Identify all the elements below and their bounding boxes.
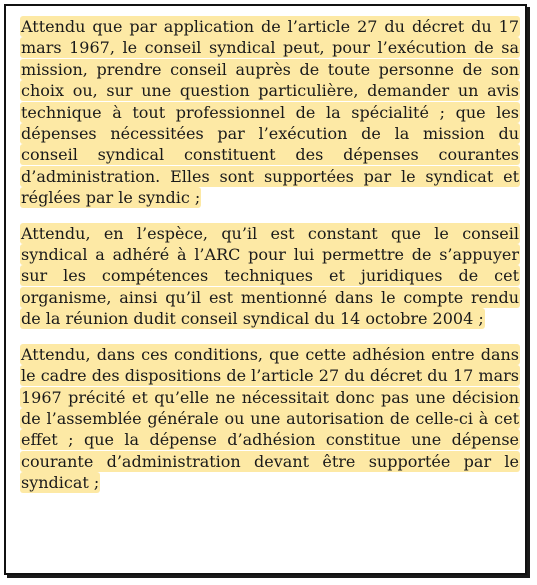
paragraph-2 xyxy=(20,223,520,330)
paragraph-3 xyxy=(20,344,520,494)
highlighted-text: Attendu, dans ces conditions, que cette adhésion entre dans le cadre des dispositions de l’article 27 du décret du 17 mars 1967 précité et qu’elle ne nécessitait donc pas une décision de l’assemblée générale ou une autorisation de celle-ci à cet effet ; que la dépense d’adhésion constitue une dépense courante d’administration devant être supportée par le syndicat ; xyxy=(21,344,519,493)
highlighted-text: Attendu, en l’espèce, qu’il est constant que le conseil syndical a adhéré à l’ARC pour lui permettre de s’appuyer sur les compétences techniques et juridiques de cet organisme, ainsi qu’il est mentionné dans le compte rendu de la réunion dudit conseil syndical du 14 octobre 2004 ; xyxy=(21,223,519,329)
paragraph-1 xyxy=(20,16,520,209)
highlighted-text: Attendu que par application de l’article 27 du décret du 17 mars 1967, le conseil syndical peut, pour l’exécution de sa mission, prendre conseil auprès de toute personne de son choix ou, sur une question particulière, demander un avis technique à tout professionnel de la spécialité ; que les dépenses nécessitées par l’exécution de la mission du conseil syndical constituent des dépenses courantes d’administration. Elles sont supportées par le syndicat et réglées par le syndic ; xyxy=(21,17,519,208)
document-body xyxy=(20,16,520,508)
document-frame xyxy=(4,4,527,575)
